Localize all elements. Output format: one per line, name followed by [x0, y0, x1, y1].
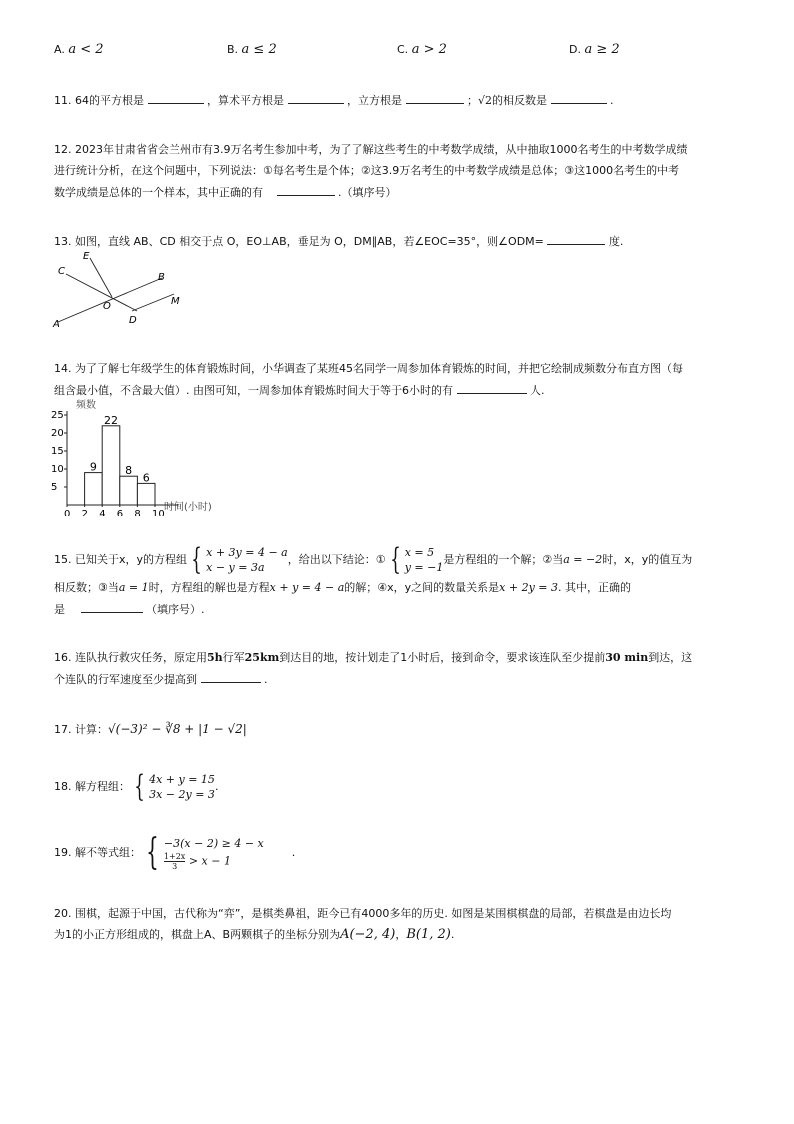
x-tick-label: 10	[152, 509, 165, 516]
question-number: 20.	[54, 907, 72, 920]
equation-system: x + 3y = 4 − a x − y = 3a	[206, 546, 288, 574]
label-m: M	[171, 296, 180, 307]
y-tick-label: 10	[51, 464, 64, 475]
question-20-line2: 为1的小正方形组成的，棋盘上A、B两颗棋子的坐标分别为A(−2, 4)，B(1, 2).	[54, 927, 455, 942]
question-number: 19.	[54, 846, 72, 859]
question-20-line1: 20. 围棋，起源于中国，古代称为“弈”，是棋类鼻祖，距今已有4000多年的历史. 如图是某围棋棋盘的局部，若棋盘是由边长均	[54, 907, 672, 920]
question-15-line2: 相反数；③当a = 1时，方程组的解也是方程x + y = 4 − a的解；④x，y之间的数量关系是x + 2y = 3. 其中，正确的	[54, 581, 631, 594]
q10-option-b: B. a ≤ 2	[227, 42, 277, 57]
bar-value-label: 22	[104, 413, 118, 427]
question-number: 15.	[54, 553, 72, 566]
x-axis-label: 时间(小时)	[164, 502, 212, 513]
frequency-histogram	[50, 396, 230, 516]
x-tick-label: 8	[134, 509, 141, 516]
answer-blank[interactable]	[547, 233, 605, 245]
label-a: A	[53, 319, 60, 330]
question-13: 13. 如图，直线 AB、CD 相交于点 O，EO⊥AB，垂足为 O，DM∥AB，若∠EOC=35°，则∠ODM= 度.	[54, 235, 624, 248]
y-axis-label: 频数	[76, 400, 96, 411]
histogram-bar	[85, 473, 103, 505]
label-o: O	[103, 301, 111, 312]
question-17: 17. 计算：√(−3)² − ∛8 + |1 − √2|	[54, 722, 247, 736]
label-b: B	[158, 272, 165, 283]
bar-value-label: 8	[125, 464, 133, 478]
question-number: 17.	[54, 723, 72, 736]
question-14-line1: 14. 为了了解七年级学生的体育锻炼时间，小华调查了某班45名同学一周参加体育锻炼的时间，并把它绘制成频数分布直方图（每	[54, 362, 683, 375]
question-15-line1: 15. 已知关于x，y的方程组 { x + 3y = 4 − a x − y = 3a，给出以下结论：① { x = 5 y = −1是方程组的一个解；②当a = −2时，x，y的值互为	[54, 542, 693, 577]
question-14-line2: 组含最小值，不含最大值）. 由图可知，一周参加体育锻炼时间大于等于6小时的有 人.	[54, 384, 545, 397]
x-tick-label: 6	[116, 509, 124, 516]
inequality-system: −3(x − 2) ≥ 4 − x $\frac{1+2x}{3}$ > x − 1	[163, 837, 264, 871]
histogram-bar	[120, 476, 138, 505]
solution-pair: x = 5 y = −1	[404, 546, 444, 574]
answer-blank[interactable]	[148, 92, 204, 104]
q10-option-d: D. a ≥ 2	[569, 42, 620, 57]
answer-blank[interactable]	[81, 601, 143, 613]
x-tick-label: 0	[64, 509, 71, 516]
q13-lines-figure	[52, 250, 187, 330]
question-18: 18. 解方程组： { 4x + y = 15 3x − 2y = 3.	[54, 769, 219, 804]
label-d: D	[129, 315, 137, 326]
sqrt-expr: √2	[478, 94, 493, 107]
answer-blank[interactable]	[201, 671, 261, 683]
question-19: 19. 解不等式组： { −3(x − 2) ≥ 4 − x $\frac{1+2x}{3}$ > x − 1.	[54, 832, 296, 873]
y-tick-label: 15	[51, 446, 64, 457]
question-12-line1: 12. 2023年甘肃省省会兰州市有3.9万名考生参加中考，为了了解这些考生的中考数学成绩，从中抽取1000名考生的中考数学成绩	[54, 143, 688, 156]
question-11: 11. 64的平方根是 ，算术平方根是 ，立方根是 ；√2的相反数是 .	[54, 94, 614, 107]
x-tick-label: 4	[99, 509, 106, 516]
histogram-bar	[102, 426, 120, 505]
q10-option-c: C. a > 2	[397, 42, 447, 57]
question-number: 14.	[54, 362, 72, 375]
q10-option-a: A. a < 2	[54, 42, 104, 57]
answer-blank[interactable]	[457, 382, 527, 394]
answer-blank[interactable]	[551, 92, 607, 104]
answer-blank[interactable]	[406, 92, 464, 104]
y-tick-label: 25	[51, 410, 64, 421]
label-e: E	[83, 251, 90, 262]
question-number: 16.	[54, 651, 72, 664]
question-16-line1: 16. 连队执行救灾任务，原定用5h行军25km到达目的地，按计划走了1小时后，接到命令，要求该连队至少提前30 min到达，这	[54, 651, 693, 664]
label-c: C	[58, 266, 65, 277]
bar-value-label: 9	[89, 460, 97, 474]
question-number: 18.	[54, 780, 72, 793]
bar-value-label: 6	[142, 471, 150, 485]
question-number: 13.	[54, 235, 72, 248]
question-number: 12.	[54, 143, 72, 156]
question-16-line2: 个连队的行军速度至少提高到 .	[54, 673, 268, 686]
answer-blank[interactable]	[277, 184, 335, 196]
histogram-bar	[137, 483, 155, 505]
question-number: 11.	[54, 94, 72, 107]
expression: √(−3)² − ∛8 + |1 − √2|	[108, 722, 247, 736]
question-12-line2: 进行统计分析，在这个问题中，下列说法：①每名考生是个体；②这3.9万名考生的中考数学成绩是总体；③这1000名考生的中考	[54, 164, 680, 177]
answer-blank[interactable]	[288, 92, 344, 104]
y-tick-label: 20	[51, 428, 64, 439]
question-15-line3: 是 （填序号）.	[54, 603, 205, 616]
y-tick-label: 5	[51, 482, 58, 493]
question-12-line3: 数学成绩是总体的一个样本，其中正确的有 .（填序号）	[54, 186, 397, 199]
x-tick-label: 2	[81, 509, 88, 516]
equation-system: 4x + y = 15 3x − 2y = 3	[149, 773, 215, 801]
